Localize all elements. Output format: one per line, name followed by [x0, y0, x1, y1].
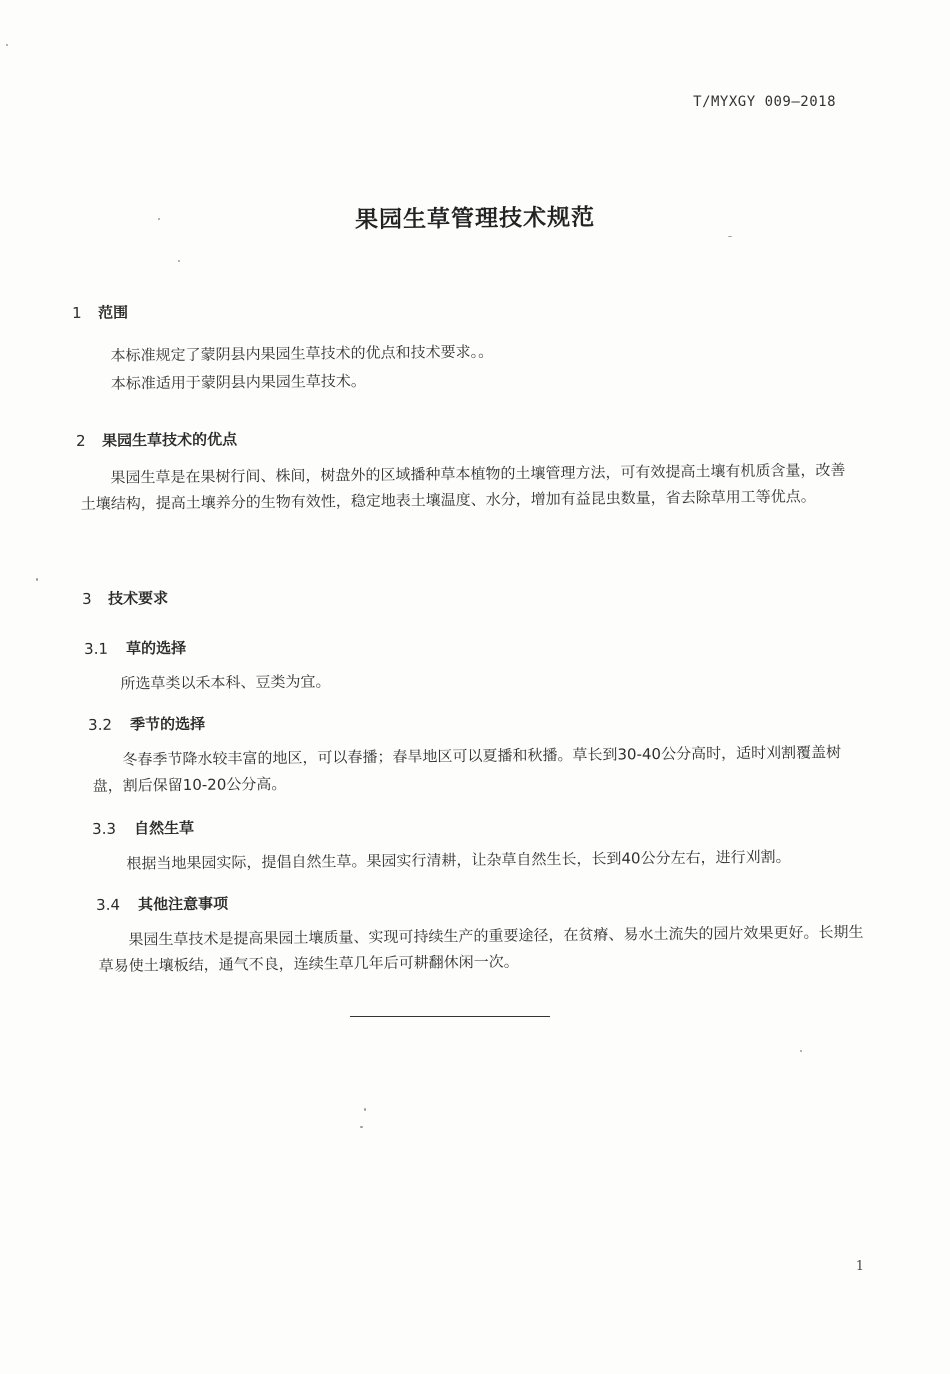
paragraph: 冬春季节降水较丰富的地区，可以春播；春旱地区可以夏播和秋播。草长到30-40公分高时，适时刈割覆盖树盘，割后保留10-20公分高。 [92, 743, 842, 795]
section-number: 3.1 [84, 639, 109, 658]
paragraph: 根据当地果园实际，提倡自然生草。果园实行清耕，让杂草自然生长，长到40公分左右，进行刈割。 [126, 847, 791, 873]
section-heading [92, 810, 872, 839]
scan-speck [360, 1126, 363, 1128]
standard-code: T/MYXGY 009—2018 [693, 94, 836, 110]
paragraph: 所选草类以禾本科、豆类为宜。 [120, 672, 331, 693]
section-3-4 [96, 886, 877, 979]
section-title: 其他注意事项 [138, 894, 229, 914]
section-3-1 [84, 630, 865, 697]
scan-speck [364, 1108, 366, 1111]
document-title: 果园生草管理技术规范 [354, 204, 596, 234]
paragraph-line: 本标准规定了蒙阴县内果园生草技术的优点和技术要求。。 [110, 342, 494, 365]
section-title: 技术要求 [108, 589, 169, 608]
section-title: 果园生草技术的优点 [102, 430, 238, 450]
section-heading [88, 706, 868, 735]
section-3-2 [88, 706, 869, 799]
section-3 [82, 580, 862, 609]
section-number: 3 [82, 589, 92, 608]
paragraph-line: 本标准适用于蒙阴县内果园生草技术。 [110, 371, 366, 393]
scan-speck [178, 260, 180, 262]
scan-speck [36, 578, 38, 581]
section-title: 范围 [98, 303, 129, 322]
section-title: 自然生草 [134, 818, 195, 838]
section-3-3 [92, 810, 873, 877]
scan-speck [728, 236, 732, 237]
section-title: 草的选择 [126, 638, 187, 658]
paragraph: 果园生草是在果树行间、株间，树盘外的区域播种草本植物的土壤管理方法，可有效提高土壤有机质含量，改善土壤结构，提高土壤养分的生物有效性，稳定地表土壤温度、水分，增加有益昆虫数量，省去除草用工等优点。 [80, 460, 846, 513]
scan-speck [6, 44, 8, 46]
end-rule [350, 1016, 550, 1017]
section-heading [76, 422, 856, 451]
section-title: 季节的选择 [130, 714, 206, 734]
scan-speck [800, 1050, 802, 1052]
section-number: 3.4 [96, 895, 121, 914]
section-number: 2 [76, 431, 86, 450]
page-number: 1 [855, 1259, 864, 1274]
scan-speck [158, 218, 160, 220]
section-heading [84, 630, 864, 659]
section-number: 1 [72, 303, 82, 322]
paragraph: 果园生草技术是提高果园土壤质量、实现可持续生产的重要途径，在贫瘠、易水土流失的园片效果更好。长期生草易使土壤板结，通气不良，连续生草几年后可耕翻休闲一次。 [98, 922, 864, 975]
section-number: 3.2 [88, 715, 113, 734]
section-1 [72, 294, 873, 397]
section-number: 3.3 [92, 819, 117, 838]
section-2 [76, 422, 857, 517]
section-heading [82, 580, 862, 609]
section-heading [72, 294, 872, 323]
section-heading [96, 886, 876, 915]
